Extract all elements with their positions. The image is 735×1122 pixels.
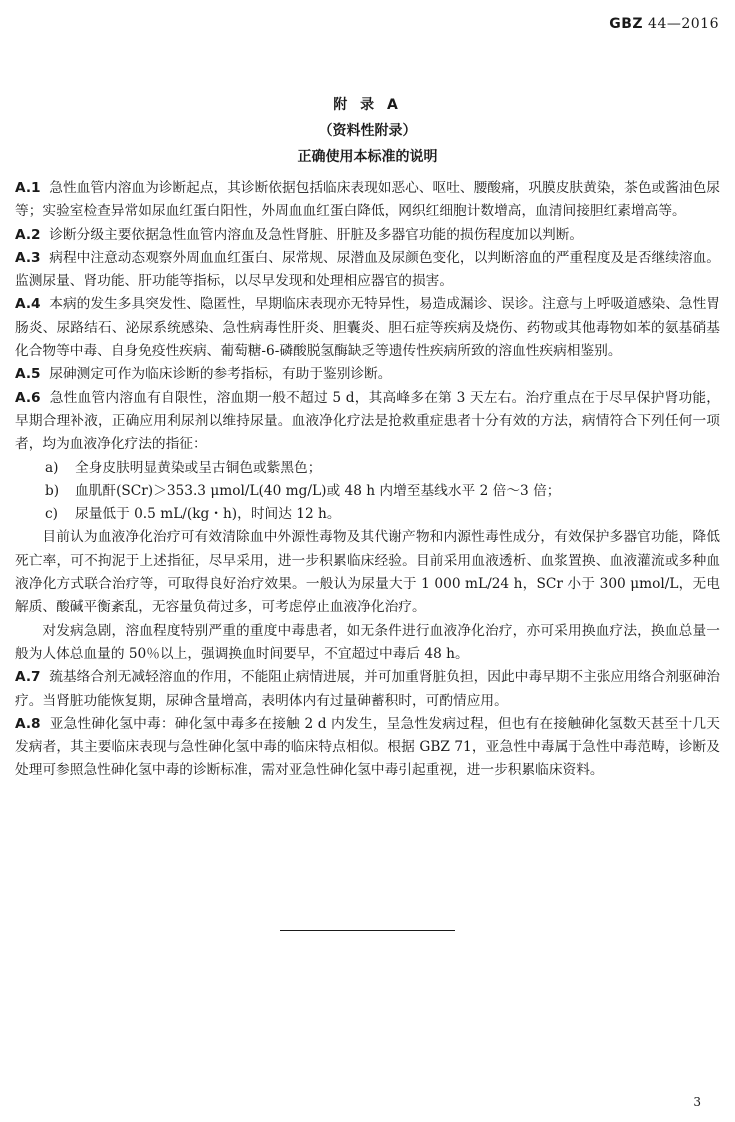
section-text: 急性血管内溶血有自限性，溶血期一般不超过 5 d，其高峰多在第 3 天左右。治疗重点在于尽早保护肾功能，早期合理补液，正确应用利尿剂以维持尿量。血液净化疗法是抢救重症患者十分有效的方法，病情符合下列任何一项者，均为血液净化疗法的指征： xyxy=(15,389,720,453)
section-a1 xyxy=(15,177,720,224)
standard-code: GBZ xyxy=(609,16,644,32)
section-a5 xyxy=(15,363,720,386)
section-label: A.1 xyxy=(15,180,41,196)
section-a6 xyxy=(15,387,720,457)
section-a3 xyxy=(15,247,720,294)
paragraph-blood-exchange: 对发病急剧，溶血程度特别严重的重度中毒患者，如无条件进行血液净化治疗，亦可采用换血疗法，换血总量一般为人体总血量的 50％以上，强调换血时间要早，不宜超过中毒后 48 h。 xyxy=(15,622,720,662)
list-text: 尿量低于 0.5 mL/(kg・h)，时间达 12 h。 xyxy=(75,506,341,523)
section-a4 xyxy=(15,293,720,363)
section-label: A.6 xyxy=(15,389,41,406)
list-item xyxy=(15,480,720,503)
section-label: A.2 xyxy=(15,226,41,243)
section-a8 xyxy=(15,713,720,783)
section-label: A.7 xyxy=(15,669,41,686)
section-text: 尿砷测定可作为临床诊断的参考指标，有助于鉴别诊断。 xyxy=(49,366,392,383)
section-text: 巯基络合剂无减轻溶血的作用，不能阻止病情进展，并可加重肾脏负担，因此中毒早期不主张应用络合剂驱砷治疗。当肾脏功能恢复期，尿砷含量增高，表明体内有过量砷蓄积时，可酌情应用。 xyxy=(15,669,720,709)
end-rule xyxy=(280,930,455,931)
appendix-type: （资料性附录） xyxy=(318,123,417,139)
section-text: 病程中注意动态观察外周血血红蛋白、尿常规、尿潜血及尿颜色变化，以判断溶血的严重程度及是否继续溶血。监测尿量、肾功能、肝功能等指标，以尽早发现和处理相应器官的损害。 xyxy=(15,249,720,290)
section-label: A.4 xyxy=(15,296,41,313)
appendix-title: 附 录 A xyxy=(333,97,402,113)
section-a2 xyxy=(15,224,720,247)
section-text: 亚急性砷化氢中毒：砷化氢中毒多在接触 2 d 内发生，呈急性发病过程，但也有在接触砷化氢数天甚至十几天发病者，其主要临床表现与急性砷化氢中毒的临床特点相似。根据 GBZ 71，亚急性中毒属于急性中毒范畴，诊断及处理可参照急性砷化氢中毒的诊断标准，需对亚急性砷化氢中毒引起重视，进一步积累临床资料。 xyxy=(15,715,720,779)
section-label: A.3 xyxy=(15,249,41,266)
appendix-subtitle: 正确使用本标准的说明 xyxy=(297,149,438,165)
list-item xyxy=(15,457,720,480)
section-text: 本病的发生多具突发性、隐匿性，早期临床表现亦无特异性，易造成漏诊、误诊。注意与上呼吸道感染、急性胃肠炎、尿路结石、泌尿系统感染、急性病毒性肝炎、胆囊炎、胆石症等疾病及烧伤、药物或其他毒物如苯的氨基硝基化合物等中毒、自身免疫性疾病、葡萄糖-6-磷酸脱氢酶缺乏等遗传性疾病所致的溶血性疾病相鉴别。 xyxy=(15,296,720,360)
section-label: A.5 xyxy=(15,366,41,383)
list-text: 全身皮肤明显黄染或呈古铜色或紫黑色； xyxy=(75,459,322,476)
list-marker: b) xyxy=(45,482,60,499)
section-label: A.8 xyxy=(15,715,41,732)
list-marker: c) xyxy=(45,506,59,523)
page-number: 3 xyxy=(693,1095,701,1109)
standard-number: 44—2016 xyxy=(648,16,719,32)
list-marker: a) xyxy=(45,459,59,476)
section-a7 xyxy=(15,666,720,713)
list-item xyxy=(15,503,720,526)
section-text: 急性血管内溶血为诊断起点，其诊断依据包括临床表现如恶心、呕吐、腰酸痛，巩膜皮肤黄染，茶色或酱油色尿等；实验室检查异常如尿血红蛋白阳性，外周血血红蛋白降低，网织红细胞计数增高，血清间接胆红素增高等。 xyxy=(15,180,720,220)
page-header xyxy=(609,16,719,32)
section-text: 诊断分级主要依据急性血管内溶血及急性肾脏、肝脏及多器官功能的损伤程度加以判断。 xyxy=(49,226,584,243)
list-text: 血肌酐(SCr)＞353.3 μmol/L(40 mg/L)或 48 h 内增至基线水平 2 倍～3 倍； xyxy=(75,482,561,499)
paragraph-blood-purification: 目前认为血液净化治疗可有效清除血中外源性毒物及其代谢产物和内源性毒性成分，有效保护多器官功能，降低死亡率，可不拘泥于上述指征，尽早采用，进一步积累临床经验。目前采用血液透析、血浆置换、血液灌流或多种血液净化方式联合治疗等，可取得良好治疗效果。一般认为尿量大于 1 000 mL/24 h，SCr 小于 300 μmol/L，无电解质、酸碱平衡紊乱，无容量负荷过多，可考虑停止血液净化治疗。 xyxy=(15,529,720,616)
document-body xyxy=(15,177,720,783)
